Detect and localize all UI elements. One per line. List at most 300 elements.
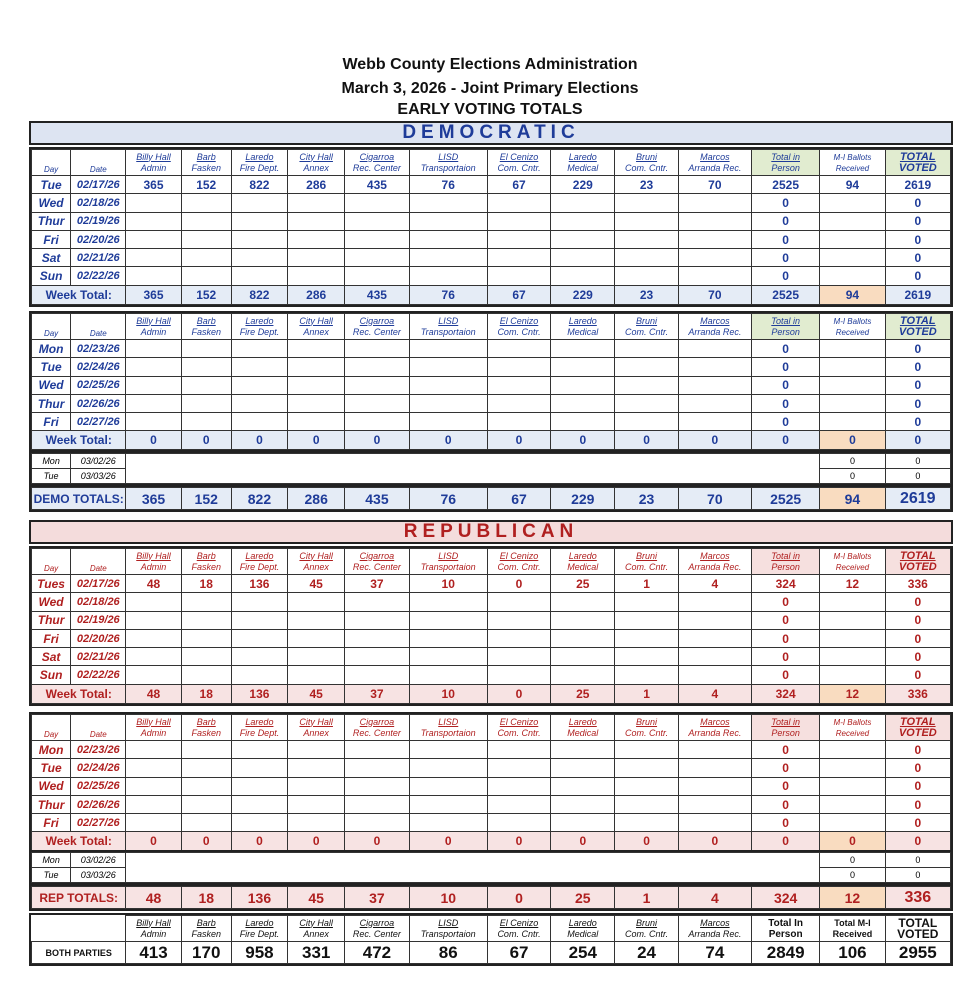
total-voted-cell: 0 <box>885 454 950 469</box>
both-total-cell: 24 <box>615 942 678 964</box>
count-cell <box>678 212 751 230</box>
count-cell <box>409 394 487 412</box>
party-total-cell: 10 <box>409 887 487 909</box>
count-cell <box>126 413 181 431</box>
count-cell <box>615 249 678 267</box>
early-voting-subtitle: EARLY VOTING TOTALS <box>397 101 583 118</box>
date-cell: 02/20/26 <box>71 629 126 647</box>
count-cell <box>551 212 615 230</box>
count-cell <box>409 648 487 666</box>
count-cell <box>288 230 345 248</box>
count-cell: 76 <box>409 176 487 194</box>
count-cell <box>126 340 181 358</box>
location-header: Laredo Fire Dept. <box>231 314 287 340</box>
total-voted-cell: 0 <box>885 648 950 666</box>
date-cell: 02/25/26 <box>71 376 126 394</box>
location-header: Barb Fasken <box>181 916 231 942</box>
week-total-voted: 336 <box>885 684 950 703</box>
total-in-person-header: Total in Person <box>752 549 820 575</box>
location-header: Laredo Medical <box>551 715 615 741</box>
count-cell <box>615 394 678 412</box>
week-total-cell: 0 <box>409 832 487 851</box>
mi-ballots-cell <box>820 358 885 376</box>
day-header: Day <box>32 150 71 176</box>
week-total-label: Week Total: <box>32 285 126 304</box>
day-cell: Wed <box>32 194 71 212</box>
week-total-cell: 1 <box>615 684 678 703</box>
location-header: Cigarroa Rec. Center <box>345 916 409 942</box>
count-cell <box>551 249 615 267</box>
total-voted-cell: 0 <box>885 267 950 285</box>
day-cell: Wed <box>32 593 71 611</box>
count-cell <box>409 212 487 230</box>
week-total-cell: 0 <box>678 431 751 450</box>
mi-ballots-cell: 0 <box>820 853 885 868</box>
count-cell <box>487 593 550 611</box>
week-total-row <box>32 832 951 851</box>
table-row <box>32 394 951 412</box>
party-total-cell: 435 <box>345 488 409 510</box>
total-voted-cell: 0 <box>885 230 950 248</box>
party-total-cell: 25 <box>551 887 615 909</box>
count-cell <box>487 376 550 394</box>
count-cell <box>409 249 487 267</box>
week-total-in-person: 0 <box>752 431 820 450</box>
count-cell <box>181 777 231 795</box>
count-cell <box>615 777 678 795</box>
total-voted-header: TOTAL VOTED <box>885 916 950 942</box>
count-cell <box>678 194 751 212</box>
mi-ballots-cell: 94 <box>820 176 885 194</box>
count-cell <box>551 666 615 684</box>
count-cell <box>615 340 678 358</box>
week-total-cell: 0 <box>231 431 287 450</box>
count-cell <box>231 358 287 376</box>
count-cell <box>181 593 231 611</box>
date-cell: 02/21/26 <box>71 648 126 666</box>
count-cell: 37 <box>345 575 409 593</box>
count-cell <box>678 340 751 358</box>
count-cell <box>345 666 409 684</box>
count-cell <box>288 249 345 267</box>
date-cell: 02/27/26 <box>71 814 126 832</box>
count-cell <box>487 212 550 230</box>
count-cell <box>181 358 231 376</box>
location-header: City Hall Annex <box>288 314 345 340</box>
total-in-person-header: Total In Person <box>752 916 820 942</box>
location-header: El Cenizo Com. Cntr. <box>487 916 550 942</box>
total-in-person-cell: 0 <box>752 340 820 358</box>
date-cell: 02/17/26 <box>71 176 126 194</box>
total-voted-cell: 0 <box>885 358 950 376</box>
count-cell <box>678 593 751 611</box>
day-cell: Thur <box>32 212 71 230</box>
mi-ballots-header: M-I Ballots Received <box>820 314 885 340</box>
count-cell <box>126 648 181 666</box>
total-in-person-cell: 0 <box>752 759 820 777</box>
mi-ballots-cell <box>820 340 885 358</box>
count-cell <box>409 814 487 832</box>
count-cell <box>126 358 181 376</box>
location-header: Laredo Medical <box>551 150 615 176</box>
count-cell <box>409 376 487 394</box>
week-total-cell: 23 <box>615 285 678 304</box>
location-header: LISD Transportaion <box>409 314 487 340</box>
table-row <box>32 176 951 194</box>
both-total-cell: 958 <box>231 942 287 964</box>
count-cell <box>126 666 181 684</box>
count-cell <box>126 394 181 412</box>
count-cell <box>126 629 181 647</box>
location-header: City Hall Annex <box>288 715 345 741</box>
count-cell <box>615 666 678 684</box>
table-row <box>32 575 951 593</box>
date-header: Date <box>71 314 126 340</box>
day-cell: Sat <box>32 648 71 666</box>
count-cell <box>551 394 615 412</box>
count-cell <box>345 741 409 759</box>
mi-ballots-header: M-I Ballots Received <box>820 150 885 176</box>
location-header: El Cenizo Com. Cntr. <box>487 549 550 575</box>
location-header: Marcos Arranda Rec. <box>678 314 751 340</box>
count-cell <box>551 741 615 759</box>
count-cell <box>181 795 231 813</box>
party-total-cell: 286 <box>288 488 345 510</box>
location-header: Billy Hall Admin <box>126 916 181 942</box>
count-cell <box>181 759 231 777</box>
week-total-cell: 0 <box>615 431 678 450</box>
count-cell <box>551 194 615 212</box>
week-total-cell: 0 <box>231 832 287 851</box>
party-total-mi: 94 <box>820 488 885 510</box>
count-cell <box>487 666 550 684</box>
week-total-cell: 0 <box>126 832 181 851</box>
democratic-election-days <box>29 451 953 486</box>
week-total-voted: 0 <box>885 431 950 450</box>
count-cell <box>288 267 345 285</box>
table-row <box>32 741 951 759</box>
count-cell <box>288 611 345 629</box>
party-total-mi: 12 <box>820 887 885 909</box>
table-row <box>32 795 951 813</box>
count-cell <box>487 358 550 376</box>
location-header: Barb Fasken <box>181 314 231 340</box>
location-header: Bruni Com. Cntr. <box>615 549 678 575</box>
total-voted-cell: 336 <box>885 575 950 593</box>
day-cell: Thur <box>32 611 71 629</box>
count-cell <box>678 629 751 647</box>
count-cell <box>551 814 615 832</box>
count-cell <box>288 358 345 376</box>
count-cell <box>551 376 615 394</box>
week-total-cell: 0 <box>409 431 487 450</box>
day-cell: Sun <box>32 666 71 684</box>
total-in-person-header: Total in Person <box>752 314 820 340</box>
count-cell <box>551 267 615 285</box>
table-row <box>32 648 951 666</box>
week-total-cell: 0 <box>288 832 345 851</box>
total-voted-header: TOTAL VOTED <box>885 314 950 340</box>
count-cell <box>487 611 550 629</box>
week-total-voted: 0 <box>885 832 950 851</box>
day-cell: Thur <box>32 795 71 813</box>
count-cell <box>551 413 615 431</box>
count-cell <box>181 194 231 212</box>
day-cell: Tue <box>32 868 71 883</box>
location-header: City Hall Annex <box>288 549 345 575</box>
count-cell <box>487 648 550 666</box>
count-cell <box>345 413 409 431</box>
count-cell <box>409 593 487 611</box>
count-cell <box>345 358 409 376</box>
count-cell <box>231 741 287 759</box>
count-cell <box>409 413 487 431</box>
date-cell: 03/03/26 <box>71 469 126 484</box>
total-voted-cell: 0 <box>885 777 950 795</box>
location-header: Cigarroa Rec. Center <box>345 549 409 575</box>
date-cell: 02/18/26 <box>71 593 126 611</box>
location-header: Laredo Fire Dept. <box>231 150 287 176</box>
count-cell <box>678 648 751 666</box>
count-cell <box>126 194 181 212</box>
week-total-in-person: 2525 <box>752 285 820 304</box>
total-in-person-cell: 0 <box>752 267 820 285</box>
count-cell <box>678 795 751 813</box>
both-total-cell: 331 <box>288 942 345 964</box>
count-cell <box>181 814 231 832</box>
count-cell <box>409 795 487 813</box>
date-header: Date <box>71 715 126 741</box>
date-cell: 02/20/26 <box>71 230 126 248</box>
both-parties-table <box>29 913 953 966</box>
count-cell <box>231 814 287 832</box>
count-cell <box>409 629 487 647</box>
week-total-mi: 12 <box>820 684 885 703</box>
week-total-in-person: 0 <box>752 832 820 851</box>
location-header: Bruni Com. Cntr. <box>615 150 678 176</box>
count-cell <box>288 759 345 777</box>
date-cell: 02/18/26 <box>71 194 126 212</box>
location-header: Bruni Com. Cntr. <box>615 916 678 942</box>
count-cell <box>231 629 287 647</box>
mi-ballots-cell <box>820 648 885 666</box>
mi-ballots-cell <box>820 777 885 795</box>
mi-ballots-cell <box>820 795 885 813</box>
location-header: Marcos Arranda Rec. <box>678 150 751 176</box>
week-total-row <box>32 285 951 304</box>
total-voted-cell: 0 <box>885 249 950 267</box>
party-total-cell: 152 <box>181 488 231 510</box>
count-cell: 136 <box>231 575 287 593</box>
count-cell <box>409 358 487 376</box>
week-total-cell: 822 <box>231 285 287 304</box>
party-total-cell: 23 <box>615 488 678 510</box>
total-voted-cell: 2619 <box>885 176 950 194</box>
democratic-heading: DEMOCRATIC <box>29 121 953 145</box>
count-cell <box>487 759 550 777</box>
total-in-person-cell: 0 <box>752 777 820 795</box>
week-total-cell: 0 <box>487 431 550 450</box>
total-voted-cell: 0 <box>885 795 950 813</box>
count-cell <box>288 814 345 832</box>
count-cell <box>487 741 550 759</box>
date-cell: 02/25/26 <box>71 777 126 795</box>
total-in-person-cell: 2525 <box>752 176 820 194</box>
party-total-cell: 229 <box>551 488 615 510</box>
count-cell: 365 <box>126 176 181 194</box>
count-cell <box>615 759 678 777</box>
day-header: Day <box>32 549 71 575</box>
location-header: LISD Transportaion <box>409 549 487 575</box>
location-header: El Cenizo Com. Cntr. <box>487 150 550 176</box>
mi-ballots-cell: 0 <box>820 469 885 484</box>
total-in-person-cell: 0 <box>752 593 820 611</box>
week-total-cell: 67 <box>487 285 550 304</box>
count-cell <box>345 593 409 611</box>
day-cell: Mon <box>32 853 71 868</box>
count-cell <box>345 777 409 795</box>
count-cell <box>345 611 409 629</box>
week-total-voted: 2619 <box>885 285 950 304</box>
total-in-person-cell: 0 <box>752 413 820 431</box>
table-row <box>32 340 951 358</box>
count-cell <box>126 777 181 795</box>
date-cell: 03/02/26 <box>71 853 126 868</box>
count-cell <box>487 230 550 248</box>
count-cell <box>678 814 751 832</box>
location-header: Billy Hall Admin <box>126 314 181 340</box>
count-cell <box>288 629 345 647</box>
count-cell <box>181 394 231 412</box>
party-total-cell: 45 <box>288 887 345 909</box>
count-cell <box>288 376 345 394</box>
count-cell <box>181 648 231 666</box>
count-cell: 25 <box>551 575 615 593</box>
count-cell <box>409 230 487 248</box>
location-header: Marcos Arranda Rec. <box>678 715 751 741</box>
total-voted-cell: 0 <box>885 611 950 629</box>
count-cell <box>615 413 678 431</box>
count-cell <box>409 666 487 684</box>
count-cell <box>678 267 751 285</box>
week-total-cell: 0 <box>551 832 615 851</box>
count-cell <box>231 267 287 285</box>
week-total-cell: 48 <box>126 684 181 703</box>
week-total-cell: 0 <box>487 684 550 703</box>
table-row <box>32 267 951 285</box>
count-cell <box>231 194 287 212</box>
location-header: Laredo Fire Dept. <box>231 549 287 575</box>
both-total-cell: 67 <box>487 942 550 964</box>
both-total-in-person: 2849 <box>752 942 820 964</box>
total-voted-header: TOTAL VOTED <box>885 715 950 741</box>
count-cell <box>551 629 615 647</box>
count-cell <box>126 376 181 394</box>
location-header: Laredo Fire Dept. <box>231 916 287 942</box>
location-header: Laredo Medical <box>551 916 615 942</box>
week-total-cell: 25 <box>551 684 615 703</box>
count-cell <box>181 249 231 267</box>
date-cell: 03/02/26 <box>71 454 126 469</box>
count-cell <box>345 795 409 813</box>
both-total-cell: 254 <box>551 942 615 964</box>
mi-ballots-cell <box>820 394 885 412</box>
count-cell <box>126 212 181 230</box>
count-cell <box>345 194 409 212</box>
count-cell <box>409 741 487 759</box>
mi-ballots-header: M-I Ballots Received <box>820 715 885 741</box>
location-header: Laredo Medical <box>551 314 615 340</box>
party-total-cell: 1 <box>615 887 678 909</box>
count-cell <box>181 230 231 248</box>
total-in-person-cell: 324 <box>752 575 820 593</box>
count-cell <box>615 629 678 647</box>
count-cell <box>288 741 345 759</box>
democratic-week1-table <box>29 147 953 307</box>
count-cell: 0 <box>487 575 550 593</box>
count-cell <box>487 267 550 285</box>
week-total-label: Week Total: <box>32 832 126 851</box>
count-cell: 822 <box>231 176 287 194</box>
week-total-cell: 0 <box>288 431 345 450</box>
mi-ballots-cell <box>820 741 885 759</box>
count-cell <box>126 230 181 248</box>
count-cell <box>615 611 678 629</box>
week-total-cell: 0 <box>615 832 678 851</box>
count-cell <box>345 376 409 394</box>
week-total-cell: 365 <box>126 285 181 304</box>
location-header: Laredo Fire Dept. <box>231 715 287 741</box>
party-total-cell: 365 <box>126 488 181 510</box>
count-cell <box>551 777 615 795</box>
mi-ballots-cell: 0 <box>820 868 885 883</box>
table-row <box>32 413 951 431</box>
count-cell <box>615 795 678 813</box>
democratic-week2-table <box>29 311 953 452</box>
count-cell <box>288 666 345 684</box>
count-cell <box>678 376 751 394</box>
party-total-voted: 2619 <box>885 488 950 510</box>
table-row <box>32 230 951 248</box>
day-cell: Fri <box>32 413 71 431</box>
mi-ballots-cell: 0 <box>820 454 885 469</box>
count-cell <box>551 648 615 666</box>
total-voted-header: TOTAL VOTED <box>885 150 950 176</box>
location-header: Cigarroa Rec. Center <box>345 715 409 741</box>
count-cell <box>231 593 287 611</box>
day-cell: Tue <box>32 469 71 484</box>
election-day-row <box>32 454 951 469</box>
date-cell: 03/03/26 <box>71 868 126 883</box>
count-cell <box>678 230 751 248</box>
week-total-cell: 0 <box>181 832 231 851</box>
week-total-label: Week Total: <box>32 684 126 703</box>
location-header: LISD Transportaion <box>409 715 487 741</box>
election-day-row <box>32 853 951 868</box>
total-in-person-header: Total in Person <box>752 715 820 741</box>
count-cell: 4 <box>678 575 751 593</box>
location-header: City Hall Annex <box>288 916 345 942</box>
day-cell: Tue <box>32 176 71 194</box>
mi-ballots-cell <box>820 212 885 230</box>
count-cell <box>678 611 751 629</box>
republican-totals <box>29 884 953 911</box>
date-cell: 02/23/26 <box>71 340 126 358</box>
mi-ballots-cell <box>820 629 885 647</box>
total-voted-cell: 0 <box>885 666 950 684</box>
count-cell <box>345 814 409 832</box>
count-cell <box>487 394 550 412</box>
